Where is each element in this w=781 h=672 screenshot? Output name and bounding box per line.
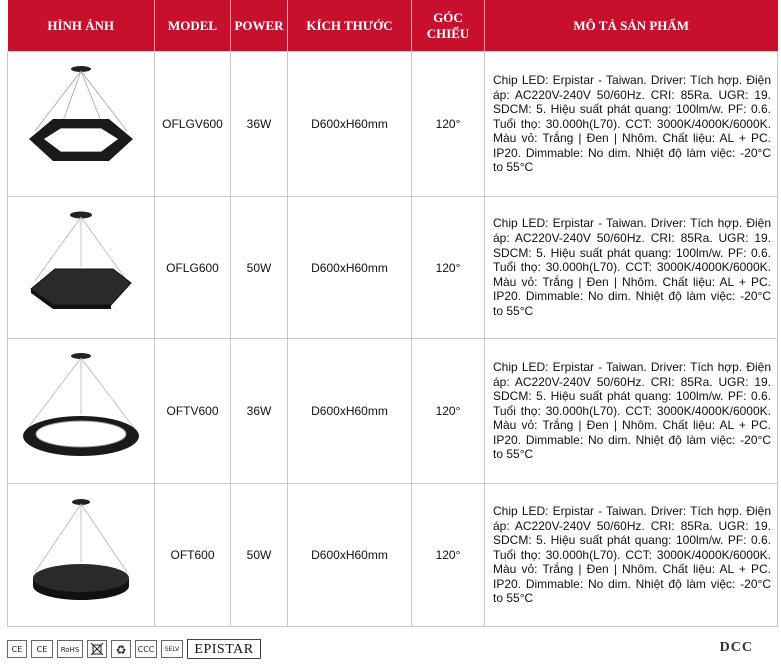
size-cell: D600xH60mm (288, 197, 412, 339)
dcc-brand-logo: DCC (719, 640, 753, 655)
power-cell: 36W (231, 339, 288, 484)
angle-cell: 120° (412, 197, 485, 339)
table-header-row (8, 0, 778, 52)
size-cell: D600xH60mm (288, 484, 412, 627)
product-spec-table (7, 0, 778, 627)
model-cell: OFT600 (155, 484, 231, 627)
round-ring-pendant-image (11, 346, 151, 476)
product-image-cell (8, 339, 155, 484)
ccc-mark-icon: CCC (135, 640, 157, 658)
epistar-logo: EPISTAR (187, 639, 261, 659)
header-power: POWER (231, 0, 288, 52)
power-cell: 50W (231, 484, 288, 627)
ce-mark-icon: CE (31, 640, 53, 658)
product-image-cell (8, 484, 155, 627)
rohs-icon: RoHS (57, 640, 83, 658)
header-model: MODEL (155, 0, 231, 52)
round-solid-pendant-image (11, 490, 151, 620)
selv-icon: SELV (161, 640, 183, 658)
product-image-cell (8, 197, 155, 339)
header-size: KÍCH THƯỚC (288, 0, 412, 52)
header-image: HÌNH ẢNH (8, 0, 155, 52)
header-angle: GÓC CHIẾU (412, 0, 485, 52)
table-row (8, 197, 778, 339)
ce-mark-icon: CE (7, 640, 27, 658)
description-cell: Chip LED: Erpistar - Taiwan. Driver: Tích hợp. Điện áp: AC220V-240V 50/60Hz. CRI: 85Ra. UGR: 19. SDCM: 5. Hiệu suất phát quang: 100lm/w. PF: 0.6. Tuổi thọ: 30.000h(L70). CCT: 3000K/4000K/6000K. Màu vỏ: Trắng | Đen | Nhôm. Chất liệu: AL + PC. IP20. Dimmable: No dim. Nhiệt độ làm việc: -20°C to 55°C (485, 197, 778, 339)
model-cell: OFTV600 (155, 339, 231, 484)
recycle-icon: ♻ (111, 640, 131, 658)
table-row (8, 484, 778, 627)
description-cell: Chip LED: Erpistar - Taiwan. Driver: Tích hợp. Điện áp: AC220V-240V 50/60Hz. CRI: 85Ra. UGR: 19. SDCM: 5. Hiệu suất phát quang: 100lm/w. PF: 0.6. Tuổi thọ: 30.000h(L70). CCT: 3000K/4000K/6000K. Màu vỏ: Trắng | Đen | Nhôm. Chất liệu: AL + PC. IP20. Dimmable: No dim. Nhiệt độ làm việc: -20°C to 55°C (485, 484, 778, 627)
header-description: MÔ TẢ SẢN PHẨM (485, 0, 778, 52)
description-cell: Chip LED: Erpistar - Taiwan. Driver: Tích hợp. Điện áp: AC220V-240V 50/60Hz. CRI: 85Ra. UGR: 19. SDCM: 5. Hiệu suất phát quang: 100lm/w. PF: 0.6. Tuổi thọ: 30.000h(L70). CCT: 3000K/4000K/6000K. Màu vỏ: Trắng | Đen | Nhôm. Chất liệu: AL + PC. IP20. Dimmable: No dim. Nhiệt độ làm việc: -20°C to 55°C (485, 52, 778, 197)
hexagon-solid-pendant-image (11, 203, 151, 333)
size-cell: D600xH60mm (288, 339, 412, 484)
weee-bin-icon (87, 640, 107, 658)
model-cell: OFLG600 (155, 197, 231, 339)
angle-cell: 120° (412, 484, 485, 627)
description-cell: Chip LED: Erpistar - Taiwan. Driver: Tích hợp. Điện áp: AC220V-240V 50/60Hz. CRI: 85Ra. UGR: 19. SDCM: 5. Hiệu suất phát quang: 100lm/w. PF: 0.6. Tuổi thọ: 30.000h(L70). CCT: 3000K/4000K/6000K. Màu vỏ: Trắng | Đen | Nhôm. Chất liệu: AL + PC. IP20. Dimmable: No dim. Nhiệt độ làm việc: -20°C to 55°C (485, 339, 778, 484)
certification-footer (7, 636, 777, 666)
power-cell: 36W (231, 52, 288, 197)
table-row (8, 339, 778, 484)
hexagon-ring-pendant-image (11, 59, 151, 189)
power-cell: 50W (231, 197, 288, 339)
angle-cell: 120° (412, 52, 485, 197)
size-cell: D600xH60mm (288, 52, 412, 197)
angle-cell: 120° (412, 339, 485, 484)
model-cell: OFLGV600 (155, 52, 231, 197)
product-image-cell (8, 52, 155, 197)
table-row (8, 52, 778, 197)
